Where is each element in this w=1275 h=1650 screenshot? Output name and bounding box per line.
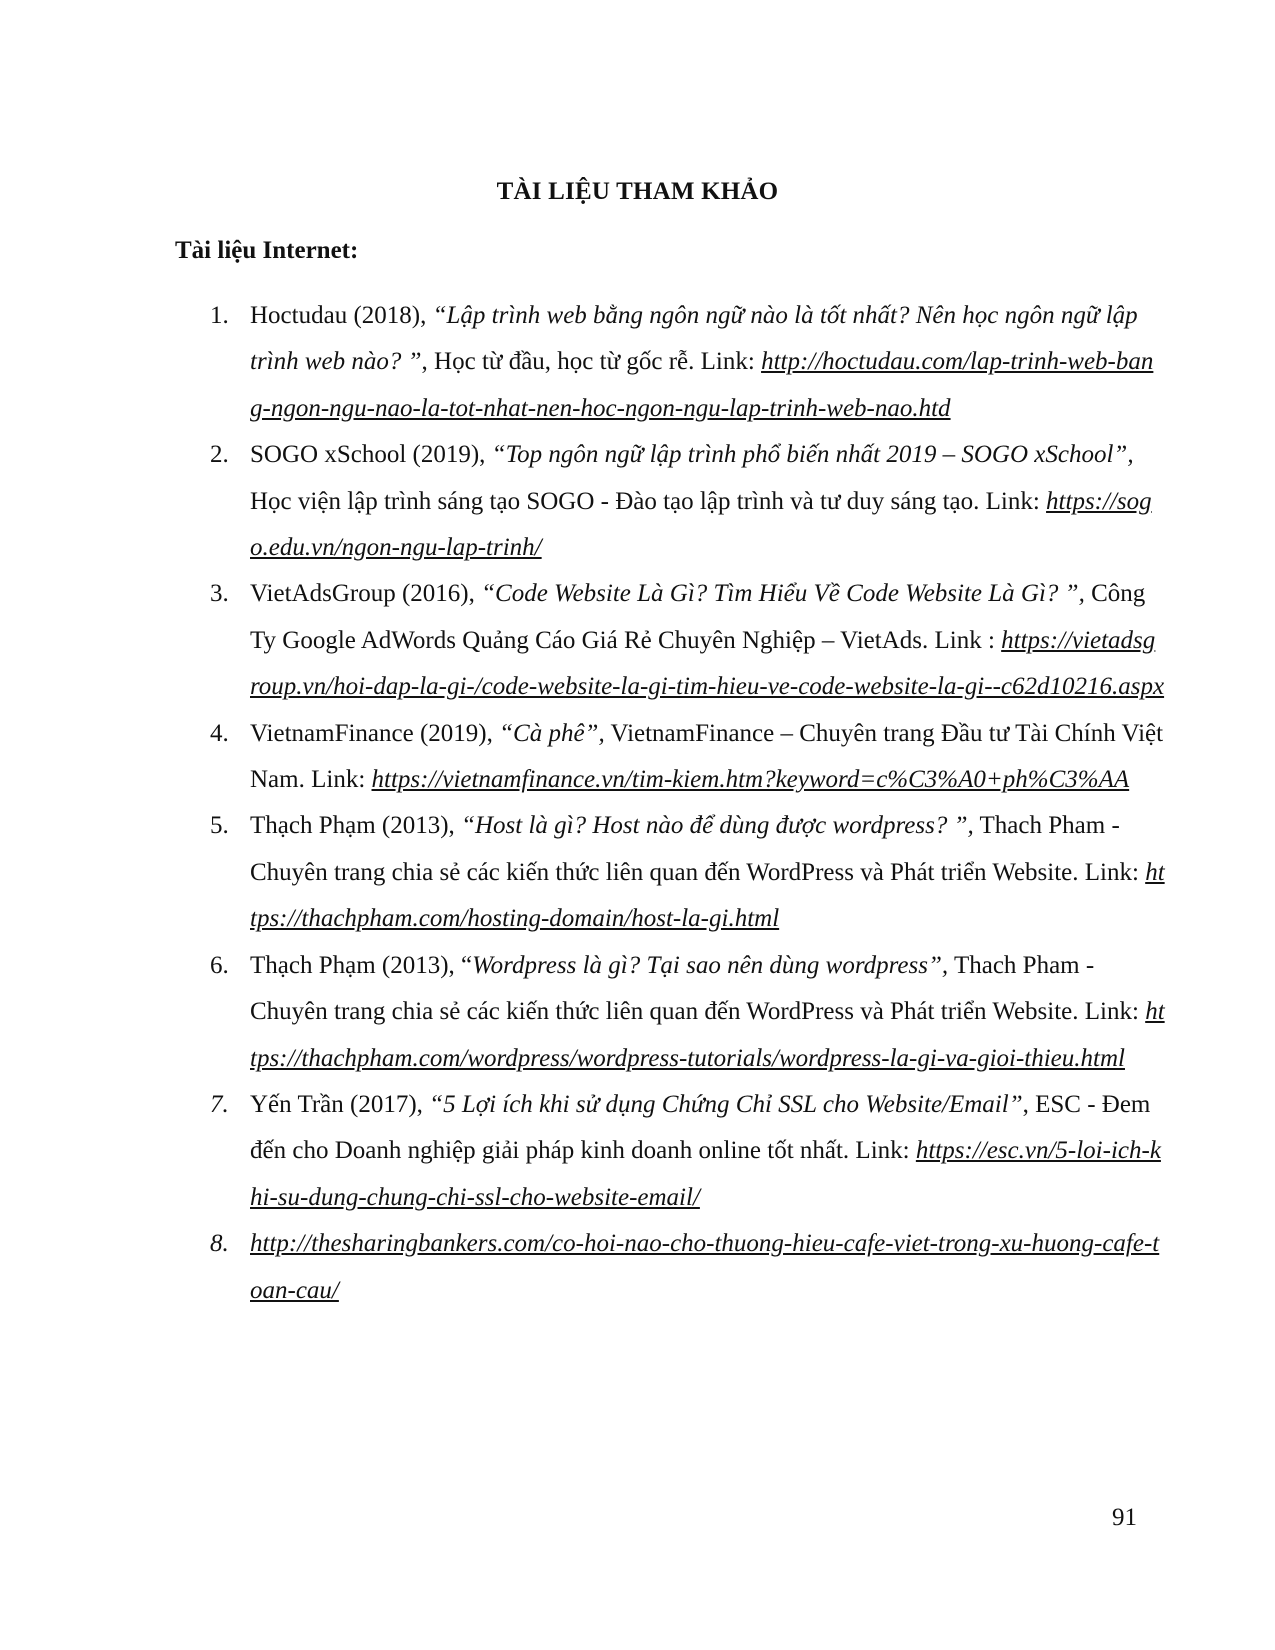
reference-number: 6.	[210, 951, 229, 979]
reference-author-year: VietnamFinance (2019),	[250, 719, 500, 747]
reference-number: 5.	[210, 812, 229, 840]
page-title: TÀI LIỆU THAM KHẢO	[496, 178, 779, 205]
reference-title: “Code Website Là Gì? Tìm Hiểu Về Code Website Là Gì? ”,	[481, 580, 1085, 608]
reference-author-year: Yến Trần (2017),	[250, 1090, 430, 1118]
reference-number: 7.	[210, 1090, 229, 1118]
reference-author-year: Hoctudau (2018),	[250, 302, 433, 329]
reference-author-year: Thạch Phạm (2013),	[250, 812, 462, 840]
reference-link[interactable]: https://sogo.edu.vn/ngon-ngu-lap-trinh/	[250, 487, 1152, 562]
reference-title: “Cà phê”,	[499, 719, 605, 747]
reference-title: Wordpress là gì? Tại sao nên dùng wordpress”,	[472, 951, 949, 979]
reference-link[interactable]: https://thachpham.com/hosting-domain/host-la-gi.html	[250, 858, 1165, 933]
reference-publisher: Học viện lập trình sáng tạo SOGO - Đào tạo lập trình và tư duy sáng tạo. Link:	[250, 487, 1047, 515]
reference-publisher: , ESC - Đem đến cho Doanh nghiệp giải pháp kinh doanh online tốt nhất. Link:	[250, 1090, 1151, 1165]
reference-link[interactable]: http://hoctudau.com/lap-trinh-web-bang-ngon-ngu-nao-la-tot-nhat-nen-hoc-ngon-ngu-lap-trinh-web-nao.htd	[250, 348, 1154, 422]
reference-number: 2.	[210, 441, 229, 469]
reference-publisher: Thach Pham - Chuyên trang chia sẻ các kiến thức liên quan đến WordPress và Phát triển Website. Link:	[250, 812, 1146, 886]
reference-publisher: , Học từ đầu, học từ gốc rễ. Link:	[421, 348, 762, 376]
reference-publisher: VietnamFinance – Chuyên trang Đầu tư Tài Chính Việt Nam. Link:	[250, 719, 1164, 794]
reference-item	[210, 1082, 1165, 1221]
reference-item	[210, 803, 1165, 942]
reference-link[interactable]: https://vietadsgroup.vn/hoi-dap-la-gi-/code-website-la-gi-tim-hieu-ve-code-website-la-gi--c62d10216.aspx	[250, 626, 1165, 701]
reference-item	[210, 293, 1165, 432]
reference-publisher: Công Ty Google AdWords Quảng Cáo Giá Rẻ Chuyên Nghiệp – VietAds. Link :	[250, 580, 1146, 654]
reference-title: “Host là gì? Host nào để dùng được wordpress? ”,	[461, 812, 974, 840]
reference-number: 4.	[210, 719, 229, 747]
reference-link[interactable]: https://thachpham.com/wordpress/wordpress-tutorials/wordpress-la-gi-va-gioi-thieu.html	[250, 998, 1165, 1072]
reference-author-year: Thạch Phạm (2013), “	[250, 951, 473, 979]
reference-title: “Top ngôn ngữ lập trình phổ biến nhất 2019 – SOGO xSchool”,	[491, 441, 1134, 469]
reference-link[interactable]: https://vietnamfinance.vn/tim-kiem.htm?keyword=c%C3%A0+ph%C3%AA	[371, 766, 1130, 794]
reference-publisher: Thach Pham - Chuyên trang chia sẻ các kiến thức liên quan đến WordPress và Phát triển Website. Link:	[250, 951, 1146, 1026]
reference-link[interactable]: http://thesharingbankers.com/co-hoi-nao-cho-thuong-hieu-cafe-viet-trong-xu-huong-cafe-toan-cau/	[250, 1230, 1160, 1304]
reference-list	[210, 293, 1165, 1314]
reference-title: “5 Lợi ích khi sử dụng Chứng Chỉ SSL cho Website/Email”	[429, 1090, 1023, 1118]
reference-author-year: VietAdsGroup (2016),	[250, 580, 482, 608]
reference-item	[210, 432, 1165, 571]
reference-number: 8.	[210, 1230, 229, 1258]
reference-item	[210, 1221, 1165, 1314]
reference-link[interactable]: https://esc.vn/5-loi-ich-khi-su-dung-chung-chi-ssl-cho-website-email/	[250, 1137, 1161, 1211]
reference-title: “Lập trình web bằng ngôn ngữ nào là tốt nhất? Nên học ngôn ngữ lập trình web nào? ”	[250, 302, 1138, 376]
reference-item	[210, 571, 1165, 710]
reference-author-year: SOGO xSchool (2019),	[250, 441, 492, 469]
reference-item	[210, 943, 1165, 1082]
reference-number: 1.	[210, 302, 229, 329]
reference-number: 3.	[210, 580, 229, 608]
reference-item	[210, 711, 1165, 804]
page-number: 91	[1112, 1504, 1137, 1531]
section-title: Tài liệu Internet:	[175, 237, 359, 264]
